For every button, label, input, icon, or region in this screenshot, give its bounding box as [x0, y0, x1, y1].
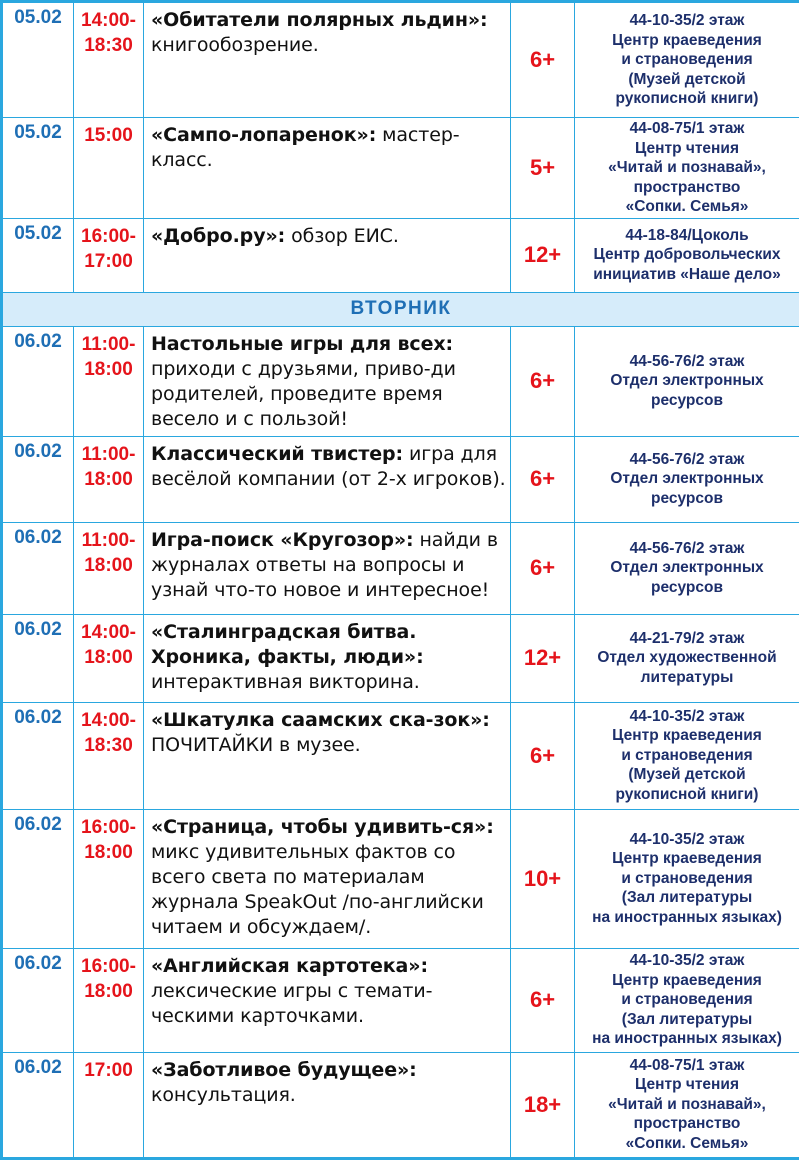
age-rating: 5+	[511, 118, 575, 219]
age-rating: 12+	[511, 218, 575, 292]
event-description: книгообозрение.	[151, 34, 319, 56]
event-location	[575, 702, 799, 809]
location-line: и страноведения	[577, 990, 797, 1010]
location-line: (Зал литературы	[577, 888, 797, 908]
event-title-bold: Игра-поиск «Кругозор»:	[151, 529, 414, 551]
table-row	[2, 218, 799, 292]
event-title	[144, 1052, 511, 1158]
location-line: Отдел художественной	[577, 648, 797, 668]
location-line: 44-10-35/2 этаж	[577, 830, 797, 850]
event-title	[144, 809, 511, 948]
event-location	[575, 118, 799, 219]
event-location	[575, 1052, 799, 1158]
event-description: интерактивная викторина.	[151, 671, 420, 693]
event-title	[144, 522, 511, 614]
location-line: литературы	[577, 668, 797, 688]
location-line: (Зал литературы	[577, 1010, 797, 1030]
event-title-bold: «Страница, чтобы удивить-ся»:	[151, 816, 494, 838]
event-description: лексические игры с темати-ческими карточками.	[151, 980, 432, 1027]
event-time: 15:00	[74, 118, 144, 219]
event-title	[144, 948, 511, 1052]
event-title-bold: Настольные игры для всех:	[151, 333, 453, 355]
day-header: ВТОРНИК	[2, 292, 799, 326]
event-time: 16:00- 18:00	[74, 809, 144, 948]
event-title-bold: «Добро.ру»:	[151, 225, 285, 247]
event-title	[144, 218, 511, 292]
event-time: 11:00- 18:00	[74, 436, 144, 522]
event-description: микс удивительных фактов со всего света по материалам журнала SpeakOut /по-английски читаем и обсуждаем/.	[151, 841, 484, 938]
event-time: 16:00- 18:00	[74, 948, 144, 1052]
table-row	[2, 118, 799, 219]
location-line: ресурсов	[577, 578, 797, 598]
event-title	[144, 436, 511, 522]
table-row	[2, 326, 799, 436]
location-line: «Сопки. Семья»	[577, 1134, 797, 1154]
event-title	[144, 118, 511, 219]
event-title	[144, 702, 511, 809]
age-rating: 10+	[511, 809, 575, 948]
location-line: Центр краеведения	[577, 971, 797, 991]
event-location	[575, 2, 799, 118]
location-line: Отдел электронных	[577, 558, 797, 578]
event-date: 06.02	[2, 1052, 74, 1158]
location-line: инициатив «Наше дело»	[577, 265, 797, 285]
location-line: «Сопки. Семья»	[577, 197, 797, 217]
event-location	[575, 614, 799, 702]
event-description: мастер-класс.	[151, 124, 460, 171]
schedule-body-monday	[2, 2, 799, 293]
location-line: на иностранных языках)	[577, 908, 797, 928]
location-line: Центр краеведения	[577, 31, 797, 51]
age-rating: 6+	[511, 948, 575, 1052]
event-description: консультация.	[151, 1084, 296, 1106]
location-line: 44-56-76/2 этаж	[577, 539, 797, 559]
location-line: 44-10-35/2 этаж	[577, 951, 797, 971]
location-line: рукописной книги)	[577, 89, 797, 109]
event-title-bold: «Шкатулка саамских ска-зок»:	[151, 709, 490, 731]
location-line: ресурсов	[577, 391, 797, 411]
location-line: Отдел электронных	[577, 469, 797, 489]
age-rating: 6+	[511, 522, 575, 614]
day-header-row	[2, 292, 799, 326]
location-line: на иностранных языках)	[577, 1029, 797, 1049]
table-row	[2, 948, 799, 1052]
age-rating: 6+	[511, 436, 575, 522]
location-line: 44-56-76/2 этаж	[577, 352, 797, 372]
event-time: 16:00- 17:00	[74, 218, 144, 292]
location-line: ресурсов	[577, 489, 797, 509]
event-date: 05.02	[2, 2, 74, 118]
event-date: 05.02	[2, 118, 74, 219]
event-description: ПОЧИТАЙКИ в музее.	[151, 734, 361, 756]
event-time: 14:00- 18:30	[74, 702, 144, 809]
table-row	[2, 1052, 799, 1158]
event-date: 06.02	[2, 326, 74, 436]
event-location	[575, 436, 799, 522]
table-row	[2, 522, 799, 614]
event-description: игра для весёлой компании (от 2-х игроков).	[151, 443, 506, 490]
location-line: пространство	[577, 178, 797, 198]
event-title	[144, 2, 511, 118]
location-line: и страноведения	[577, 869, 797, 889]
event-date: 06.02	[2, 522, 74, 614]
event-date: 06.02	[2, 948, 74, 1052]
age-rating: 12+	[511, 614, 575, 702]
event-time: 17:00	[74, 1052, 144, 1158]
schedule-body-tuesday	[2, 326, 799, 1158]
location-line: рукописной книги)	[577, 785, 797, 805]
event-location	[575, 809, 799, 948]
event-date: 06.02	[2, 436, 74, 522]
location-line: и страноведения	[577, 50, 797, 70]
location-line: 44-21-79/2 этаж	[577, 629, 797, 649]
event-title	[144, 614, 511, 702]
location-line: Центр чтения	[577, 139, 797, 159]
table-row	[2, 614, 799, 702]
event-date: 06.02	[2, 809, 74, 948]
location-line: 44-08-75/1 этаж	[577, 1056, 797, 1076]
age-rating: 6+	[511, 702, 575, 809]
location-line: «Читай и познавай»,	[577, 158, 797, 178]
event-time: 11:00- 18:00	[74, 522, 144, 614]
event-title	[144, 326, 511, 436]
event-title-bold: «Заботливое будущее»:	[151, 1059, 417, 1081]
location-line: (Музей детской	[577, 765, 797, 785]
table-row	[2, 809, 799, 948]
table-row	[2, 436, 799, 522]
event-date: 05.02	[2, 218, 74, 292]
location-line: Центр чтения	[577, 1075, 797, 1095]
location-line: Центр краеведения	[577, 726, 797, 746]
event-time: 14:00- 18:00	[74, 614, 144, 702]
event-title-bold: «Сталинградская битва. Хроника, факты, люди»:	[151, 621, 424, 668]
event-time: 14:00- 18:30	[74, 2, 144, 118]
table-row	[2, 702, 799, 809]
event-location	[575, 522, 799, 614]
event-location	[575, 218, 799, 292]
event-title-bold: «Обитатели полярных льдин»:	[151, 9, 488, 31]
event-title-bold: «Сампо-лопаренок»:	[151, 124, 376, 146]
location-line: и страноведения	[577, 746, 797, 766]
event-description: обзор ЕИС.	[285, 225, 399, 247]
location-line: Отдел электронных	[577, 371, 797, 391]
event-description: найди в журналах ответы на вопросы и узнай что-то новое и интересное!	[151, 529, 498, 601]
location-line: 44-10-35/2 этаж	[577, 707, 797, 727]
event-time: 11:00- 18:00	[74, 326, 144, 436]
location-line: Центр краеведения	[577, 849, 797, 869]
event-date: 06.02	[2, 702, 74, 809]
location-line: Центр добровольческих	[577, 245, 797, 265]
age-rating: 6+	[511, 326, 575, 436]
age-rating: 18+	[511, 1052, 575, 1158]
location-line: «Читай и познавай»,	[577, 1095, 797, 1115]
event-title-bold: «Английская картотека»:	[151, 955, 428, 977]
location-line: 44-56-76/2 этаж	[577, 450, 797, 470]
location-line: 44-18-84/Цоколь	[577, 226, 797, 246]
event-description: приходи с друзьями, приво-ди родителей, проведите время весело и с пользой!	[151, 358, 456, 430]
location-line: 44-10-35/2 этаж	[577, 11, 797, 31]
table-row	[2, 2, 799, 118]
location-line: (Музей детской	[577, 70, 797, 90]
event-date: 06.02	[2, 614, 74, 702]
age-rating: 6+	[511, 2, 575, 118]
event-location	[575, 326, 799, 436]
location-line: пространство	[577, 1114, 797, 1134]
location-line: 44-08-75/1 этаж	[577, 119, 797, 139]
event-location	[575, 948, 799, 1052]
event-title-bold: Классический твистер:	[151, 443, 403, 465]
